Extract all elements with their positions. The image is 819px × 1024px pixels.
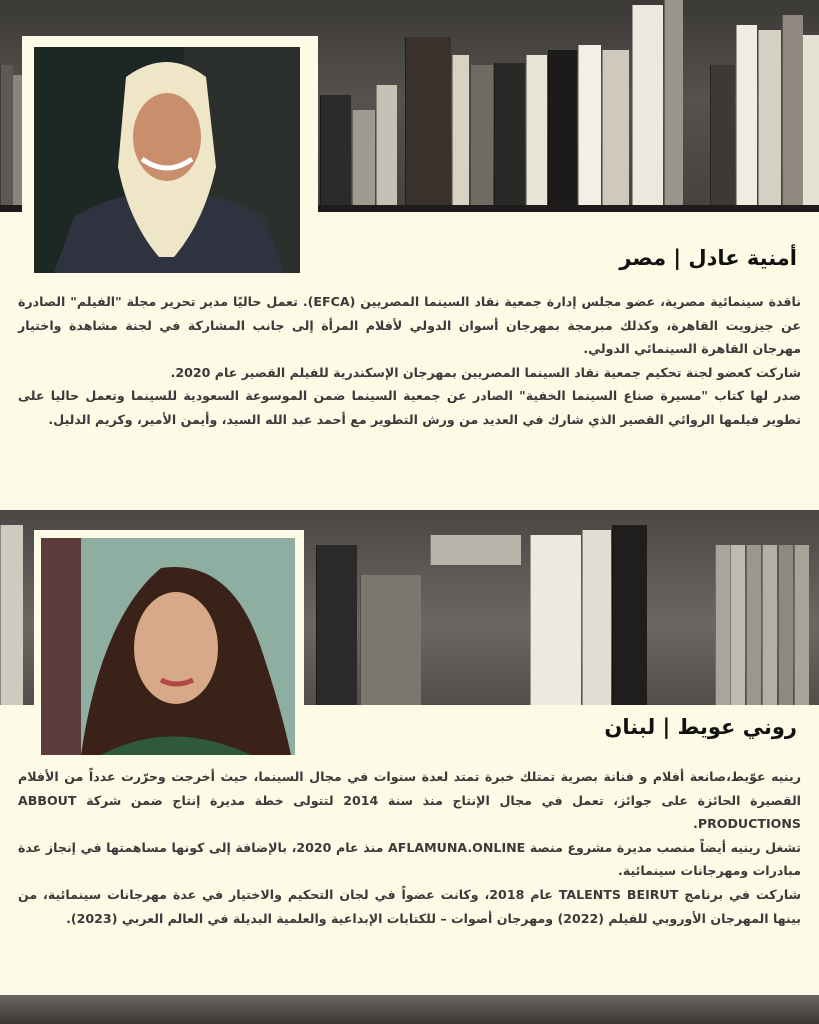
profile-bio-rony [18,765,801,930]
bio-paragraph: صدر لها كتاب "مسيرة صناع السينما الخفية" الصادر عن جمعية السينما ضمن الموسوعة السعودية للسينما وتعمل حاليا على تطوير فيلمها الروائي القصير الذي شارك في العديد من ورش التطوير مع أحمد عبد الله السيد، وأيمن الأمير، وكريم الدليل. [18,388,801,427]
profile-name-rony: روني عويط | لبنان [604,715,797,739]
bio-paragraph: رينيه عوّيط،صانعة أفلام و فنانة بصرية تمتلك خبرة تمتد لعدة سنوات في مجال السينما، حيث أخرجت وحرّرت عدداً من الأفلام القصيرة الحائزة على جوائز، تعمل في مجال الإنتاج منذ سنة 2014 لتتولى خطة مديرة إنتاج ضمن شركة ABBOUT PRODUCTIONS. [18,769,801,832]
profile-bio-omnia [18,290,801,432]
profile-photo-rony [41,538,295,755]
bio-paragraph: تشغل رينيه أيضاً منصب مديرة مشروع منصة AFLAMUNA.ONLINE منذ عام 2020، بالإضافة إلى كونها مساهمتها في إنجاز عدة مبادرات ومهرجانات سينمائية. [18,839,801,879]
profile-photo-omnia [34,47,300,273]
bookshelf-background-bottom [0,995,819,1024]
portrait-illustration [41,538,295,755]
bio-paragraph: شاركت في برنامج TALENTS BEIRUT عام 2018، وكانت عضواً في لجان التحكيم والاختيار في عدة مهرجانات سينمائية، من بينها المهرجان الأوروبي للفيلم (2022) ومهرجان أصوات – للكتابات الإبداعية والعلمية البديلة في العالم العربي (2023). [18,886,801,926]
bio-paragraph: ناقدة سينمائية مصرية، عضو مجلس إدارة جمعية نقاد السينما المصريين (EFCA). تعمل حاليًا مدير تحرير مجلة "الفيلم" الصادرة عن جيزويت القاهرة، وكذلك مبرمجة بمهرجان أسوان الدولي لأفلام المرأة إلى جانب المشاركة في لجنة مشاهدة واختيار مهرجان القاهرة السينمائي الدولي. [18,294,801,357]
bio-paragraph: شاركت كعضو لجنة تحكيم جمعية نقاد السينما المصريين بمهرجان الإسكندرية للفيلم القصير عام 2020. [170,364,801,380]
portrait-illustration [34,47,300,273]
profile-name-omnia: أمنية عادل | مصر [619,246,797,270]
